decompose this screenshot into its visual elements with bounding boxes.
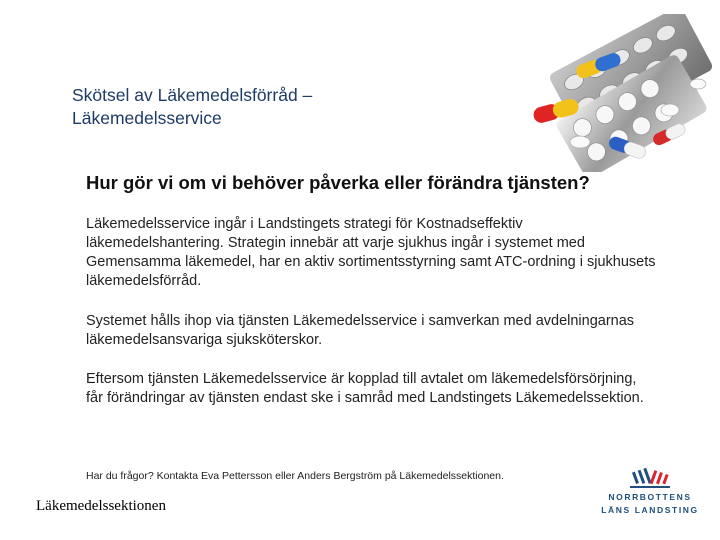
pills-illustration xyxy=(520,14,716,172)
footer-section-name: Läkemedelssektionen xyxy=(36,498,166,514)
question-heading: Hur gör vi om vi behöver påverka eller förändra tjänsten? xyxy=(86,172,590,193)
paragraph-strategy: Läkemedelsservice ingår i Landstingets strategi för Kostnadseffektiv läkemedelshantering. Strategin innebär att varje sjukhus ingår i systemet med Gemensamma läkemedel, har en aktiv sortimentsstyrning samt ATC-ordning i sjukhusets läkemedelsförråd. xyxy=(86,216,656,289)
logo-text-line1: NORRBOTTENS xyxy=(608,492,692,502)
paragraph-agreement: Eftersom tjänsten Läkemedelsservice är kopplad till avtalet om läkemedelsförsörjning, får förändringar av tjänsten endast ske i samråd med Landstingets Läkemedelssektion. xyxy=(86,371,644,406)
paragraph-system: Systemet hålls ihop via tjänsten Läkemedelsservice i samverkan med avdelningarnas läkemedelsansvariga sjuksköterskor. xyxy=(86,313,635,348)
contact-note: Har du frågor? Kontakta Eva Pettersson eller Anders Bergström på Läkemedelssektionen. xyxy=(86,470,504,482)
logo-mark-icon xyxy=(600,462,700,492)
slide-title: Skötsel av Läkemedelsförråd – Läkemedelsservice xyxy=(72,85,313,128)
norrbottens-lans-landsting-logo xyxy=(600,462,700,522)
logo-text-line2: LÄNS LANDSTING xyxy=(601,505,699,515)
